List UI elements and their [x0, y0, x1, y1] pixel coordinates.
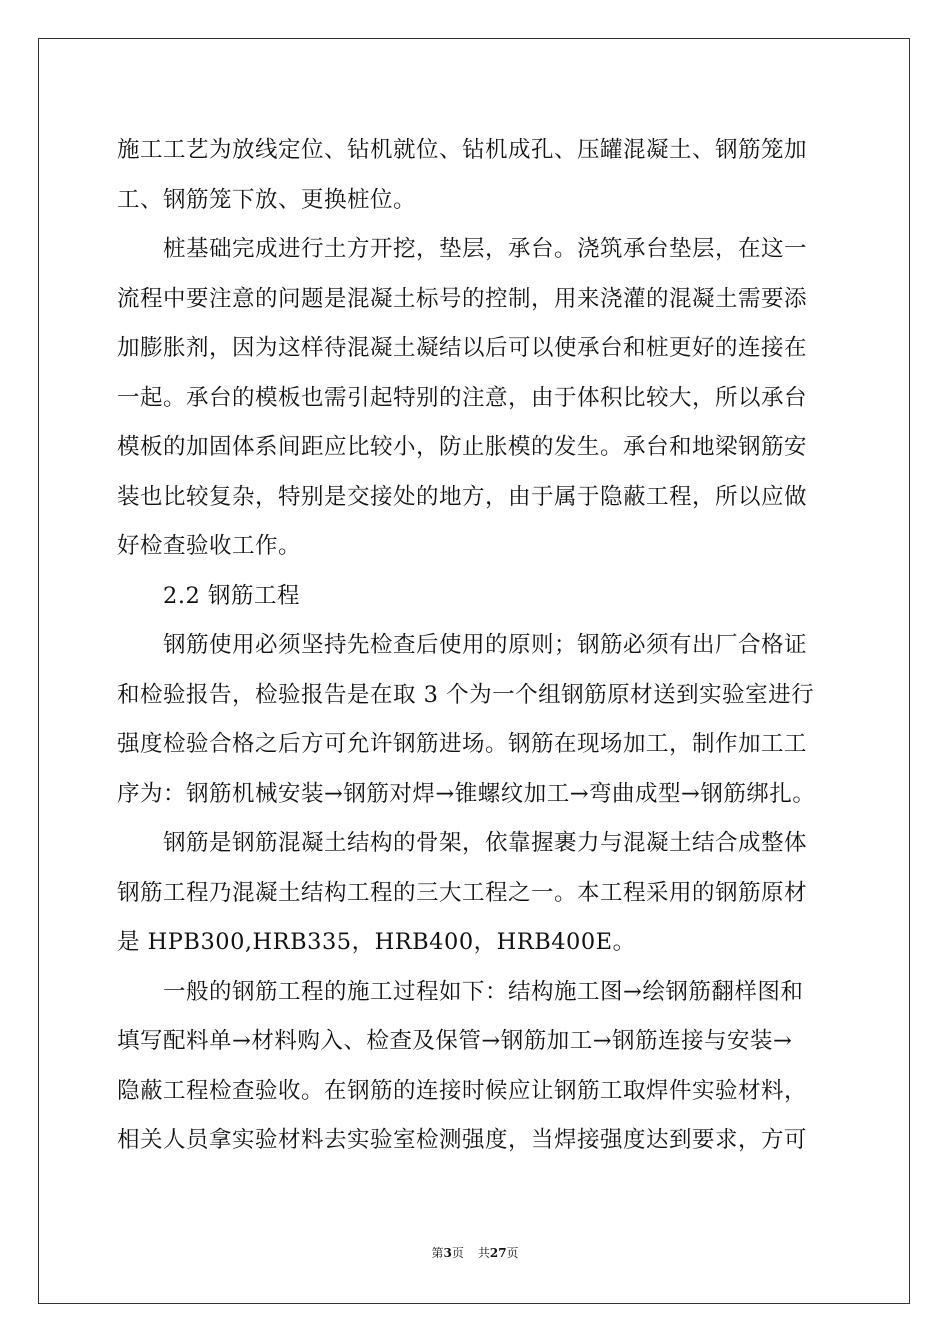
- text-line: 桩基础完成进行土方开挖，垫层，承台。浇筑承台垫层，在这一: [117, 236, 808, 262]
- text-line: 流程中要注意的问题是混凝土标号的控制，用来浇灌的混凝土需要添: [117, 286, 808, 312]
- text-line: 模板的加固体系间距应比较小，防止胀模的发生。承台和地梁钢筋安: [117, 434, 808, 460]
- text-line: 隐蔽工程检查验收。在钢筋的连接时候应让钢筋工取焊件实验材料，: [117, 1078, 808, 1104]
- text-line: 是 HPB300,HRB335，HRB400，HRB400E。: [117, 929, 636, 955]
- text-line: 填写配料单→材料购入、检查及保管→钢筋加工→钢筋连接与安装→: [117, 1028, 793, 1054]
- page-prefix: 第: [431, 1246, 444, 1260]
- text-line: 钢筋使用必须坚持先检查后使用的原则；钢筋必须有出厂合格证: [117, 632, 808, 658]
- page-suffix: 页: [451, 1246, 464, 1260]
- text-line: 工、钢筋笼下放、更换桩位。: [117, 187, 417, 213]
- text-line: 装也比较复杂，特别是交接处的地方，由于属于隐蔽工程，所以应做: [117, 484, 808, 510]
- page-total: 27: [489, 1246, 507, 1260]
- text-line: 钢筋是钢筋混凝土结构的骨架，依靠握裹力与混凝土结合成整体: [117, 830, 808, 856]
- text-line: 好检查验收工作。: [117, 533, 302, 559]
- page-border: [38, 38, 910, 1304]
- text-line: 一起。承台的模板也需引起特别的注意，由于体积比较大，所以承台: [117, 385, 808, 411]
- text-line: 加膨胀剂，因为这样待混凝土凝结以后可以使承台和桩更好的连接在: [117, 335, 808, 361]
- total-prefix: 共: [477, 1246, 490, 1260]
- text-line: 强度检验合格之后方可允许钢筋进场。钢筋在现场加工，制作加工工: [117, 731, 808, 757]
- section-heading: 2.2 钢筋工程: [117, 583, 300, 609]
- text-line: 序为：钢筋机械安装→钢筋对焊→锥螺纹加工→弯曲成型→钢筋绑扎。: [117, 781, 816, 807]
- text-line: 钢筋工程乃混凝土结构工程的三大工程之一。本工程采用的钢筋原材: [117, 880, 808, 906]
- page-current: 3: [443, 1246, 452, 1260]
- total-suffix: 页: [506, 1246, 519, 1260]
- page-footer: [0, 1245, 950, 1261]
- text-line: 一般的钢筋工程的施工过程如下：结构施工图→绘钢筋翻样图和: [117, 979, 804, 1005]
- text-line: 和检验报告，检验报告是在取 3 个为一个组钢筋原材送到实验室进行: [117, 682, 815, 708]
- text-line: 相关人员拿实验材料去实验室检测强度，当焊接强度达到要求，方可: [117, 1127, 808, 1153]
- text-line: 施工工艺为放线定位、钻机就位、钻机成孔、压罐混凝土、钢筋笼加: [117, 137, 808, 163]
